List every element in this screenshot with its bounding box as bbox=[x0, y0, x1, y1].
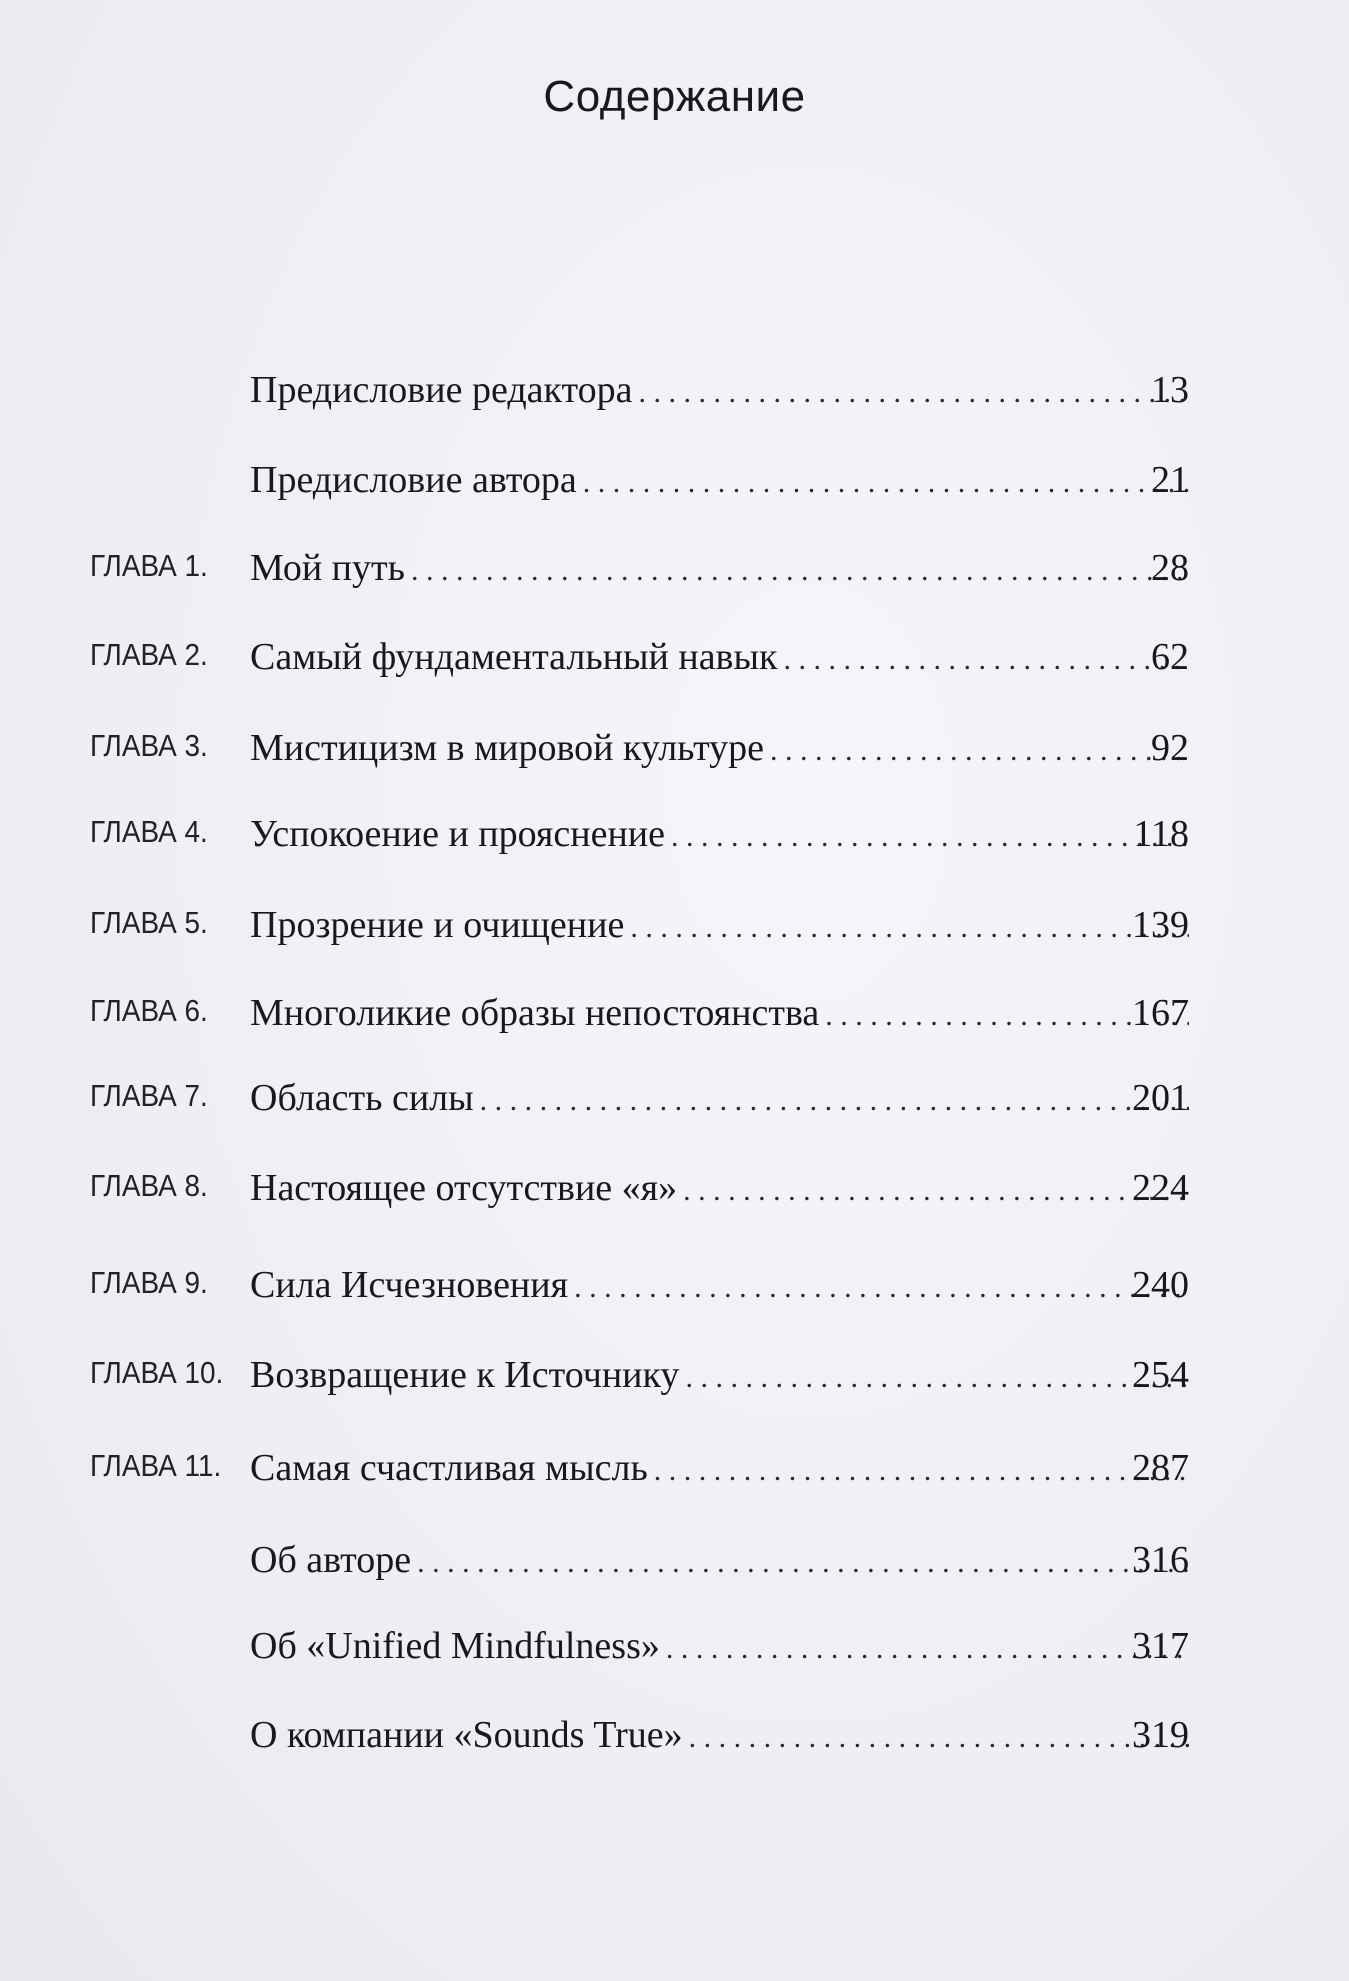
entry-title: Мой путь bbox=[250, 547, 405, 589]
chapter-label: ГЛАВА 6. bbox=[90, 993, 208, 1028]
entry-title: Мистицизм в мировой культуре bbox=[250, 727, 765, 769]
entry-page-number: 139 bbox=[1132, 904, 1189, 946]
entry-page-number: 317 bbox=[1132, 1625, 1189, 1667]
entry-page-number: 13 bbox=[1151, 369, 1189, 411]
toc-entry-chapter-6 bbox=[0, 985, 1349, 1041]
entry-title: Предисловие автора bbox=[250, 459, 577, 501]
chapter-label: ГЛАВА 5. bbox=[90, 905, 208, 940]
toc-entry-chapter-9 bbox=[0, 1257, 1349, 1313]
dot-leader bbox=[411, 543, 1189, 596]
entry-title: О компании «Sounds True» bbox=[250, 1714, 683, 1756]
chapter-label: ГЛАВА 4. bbox=[90, 814, 208, 849]
toc-entry-chapter-11 bbox=[0, 1440, 1349, 1496]
chapter-label: ГЛАВА 7. bbox=[90, 1078, 208, 1113]
entry-title: Возвращение к Источнику bbox=[250, 1354, 680, 1396]
entry-page-number: 62 bbox=[1151, 636, 1189, 678]
entry-page-number: 118 bbox=[1133, 813, 1189, 855]
toc-entry-chapter-4 bbox=[0, 806, 1349, 862]
entry-title: Об «Unified Mindfulness» bbox=[250, 1625, 660, 1667]
entry-page-number: 240 bbox=[1132, 1264, 1189, 1306]
entry-page-number: 316 bbox=[1132, 1539, 1189, 1581]
toc-entry-about-unified-mindfulness bbox=[0, 1618, 1349, 1674]
entry-page-number: 224 bbox=[1132, 1167, 1189, 1209]
chapter-label: ГЛАВА 9. bbox=[90, 1265, 208, 1300]
toc-entry-about-sounds-true bbox=[0, 1707, 1349, 1763]
entry-title: Область силы bbox=[250, 1077, 474, 1119]
chapter-label: ГЛАВА 8. bbox=[90, 1168, 208, 1203]
entry-page-number: 21 bbox=[1151, 459, 1189, 501]
toc-entry-chapter-7 bbox=[0, 1070, 1349, 1126]
chapter-label: ГЛАВА 2. bbox=[90, 637, 208, 672]
entry-title: Предисловие редактора bbox=[250, 369, 633, 411]
entry-title: Настоящее отсутствие «я» bbox=[250, 1167, 678, 1209]
entry-page-number: 92 bbox=[1151, 727, 1189, 769]
toc-entry-about-author bbox=[0, 1532, 1349, 1588]
entry-page-number: 287 bbox=[1132, 1447, 1189, 1489]
toc-entry-chapter-5 bbox=[0, 897, 1349, 953]
toc-entry-chapter-10 bbox=[0, 1347, 1349, 1403]
entry-title: Успокоение и прояснение bbox=[250, 813, 665, 855]
toc-entry-chapter-3 bbox=[0, 720, 1349, 776]
toc-entry-chapter-8 bbox=[0, 1160, 1349, 1216]
entry-title: Самый фундаментальный навык bbox=[250, 636, 778, 678]
entry-page-number: 167 bbox=[1132, 992, 1189, 1034]
entry-title: Сила Исчезновения bbox=[250, 1264, 569, 1306]
dot-leader bbox=[480, 1073, 1189, 1126]
entry-page-number: 201 bbox=[1132, 1077, 1189, 1119]
chapter-label: ГЛАВА 11. bbox=[90, 1448, 222, 1483]
toc-entry-chapter-2 bbox=[0, 629, 1349, 685]
entry-title: Прозрение и очищение bbox=[250, 904, 625, 946]
toc-entry-editor-preface bbox=[0, 362, 1349, 418]
entry-title: Самая счастливая мысль bbox=[250, 1447, 648, 1489]
page-title: Содержание bbox=[543, 72, 806, 121]
entry-title: Многоликие образы непостоянства bbox=[250, 992, 820, 1034]
dot-leader bbox=[417, 1535, 1189, 1588]
toc-entry-author-preface bbox=[0, 452, 1349, 508]
chapter-label: ГЛАВА 3. bbox=[90, 728, 208, 763]
chapter-label: ГЛАВА 1. bbox=[90, 548, 208, 583]
entry-page-number: 319 bbox=[1132, 1714, 1189, 1756]
chapter-label: ГЛАВА 10. bbox=[90, 1355, 224, 1390]
entry-page-number: 254 bbox=[1132, 1354, 1189, 1396]
entry-title: Об авторе bbox=[250, 1539, 412, 1581]
toc-entry-chapter-1 bbox=[0, 540, 1349, 596]
entry-page-number: 28 bbox=[1151, 547, 1189, 589]
